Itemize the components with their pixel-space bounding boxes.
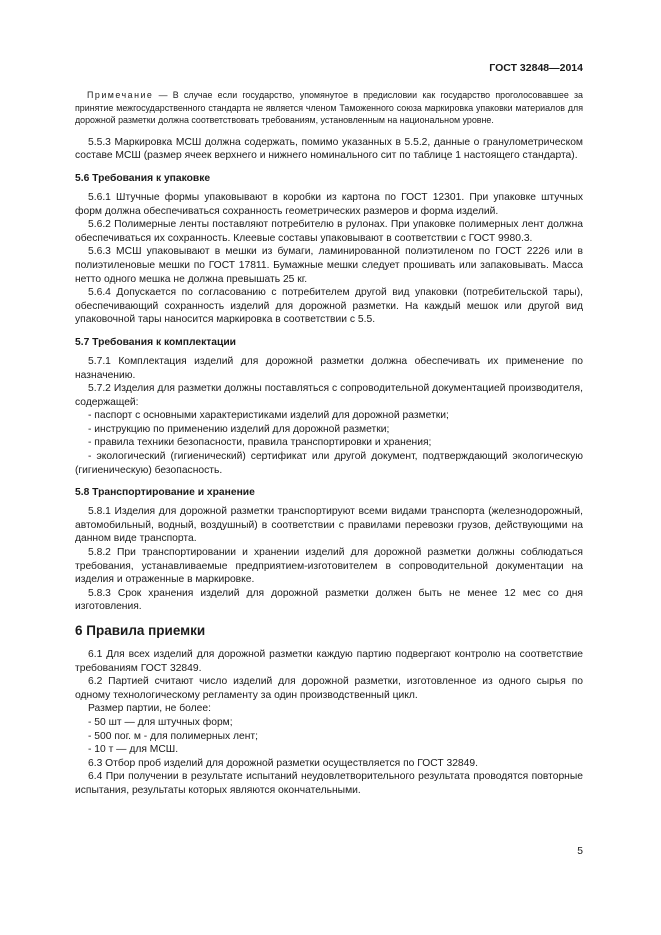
list-item: - 10 т — для МСШ. — [88, 744, 179, 756]
list-item: - правила техники безопасности, правила транспортировки и хранения; — [88, 437, 432, 449]
section-5-8-title: 5.8 Транспортирование и хранение — [75, 487, 255, 499]
note-label: Примечание — [87, 90, 154, 100]
clause-5-8-3: 5.8.3 Срок хранения изделий для дорожной разметки должен быть не менее 12 мес со дня изготовления. — [75, 587, 583, 613]
clause-6-3: 6.3 Отбор проб изделий для дорожной разметки осуществляется по ГОСТ 32849. — [88, 757, 478, 769]
clause-5-5-3: 5.5.3 Маркировка МСШ должна содержать, помимо указанных в 5.5.2, данные о гранулометрическом составе МСШ (размер ячеек верхнего и нижнего номинального сит по таблице 1 настоящего стандарта). — [75, 136, 583, 162]
clause-5-8-2: 5.8.2 При транспортировании и хранении изделий для дорожной разметки должны соблюдаться требования, устанавливаемые предприятием-изготовителем в сопроводительной документации на изделия и отраженные в маркировке. — [75, 547, 583, 586]
section-5-6-title: 5.6 Требования к упаковке — [75, 172, 211, 184]
list-item: - паспорт с основными характеристиками изделий для дорожной разметки; — [88, 410, 449, 422]
section-6-body — [75, 648, 583, 798]
note-text: — В случае если государство, упомянутое в предисловии как государство проголосовавшее за принятие межгосударственного стандарта не является членом Таможенного союза маркировка упаковки материалов для дорожной разметки должна соответствовать требованиям, установленным на национальном уровне. — [75, 90, 583, 126]
section-6-title: 6 Правила приемки — [75, 623, 206, 638]
list-item: - 50 шт — для штучных форм; — [88, 716, 233, 728]
section-5-7-body — [75, 355, 583, 477]
lot-size-label: Размер партии, не более: — [88, 703, 211, 715]
note-block — [75, 89, 583, 127]
clause-5-7-2: 5.7.2 Изделия для разметки должны поставляться с сопроводительной документацией производителя, содержащей: — [75, 383, 583, 408]
clause-5-6-1: 5.6.1 Штучные формы упаковывают в коробки из картона по ГОСТ 12301. При упаковке штучных форм должна обеспечиваться сохранность геометрических размеров и форма изделий. — [75, 191, 583, 217]
list-item: - 500 пог. м - для полимерных лент; — [88, 730, 258, 742]
note-paragraph — [75, 89, 583, 127]
list-item: - инструкцию по применению изделий для дорожной разметки; — [88, 423, 390, 435]
page-content — [75, 89, 583, 807]
clause-5-6-3: 5.6.3 МСШ упаковывают в мешки из бумаги, ламинированной полиэтиленом по ГОСТ 2226 или в полиэтиленовые мешки по ГОСТ 17811. Бумажные мешки следует прошивать или запаковывать. Масса нетто одного мешка не должна превышать 25 кг. — [75, 246, 583, 285]
list-item: - экологический (гигиенический) сертификат или другой документ, подтверждающий экологическую (гигиеническую) безопасность. — [75, 451, 583, 476]
clause-5-5-3-block — [75, 136, 583, 163]
section-5-8-body — [75, 505, 583, 614]
clause-5-6-4: 5.6.4 Допускается по согласованию с потребителем другой вид упаковки (потребительской тары), обеспечивающий сохранность изделий для дорожной разметки. На каждый мешок или другой вид упаковочной тары наносится маркировка в соответствии с 5.5. — [75, 287, 583, 326]
clause-6-1: 6.1 Для всех изделий для дорожной разметки каждую партию подвергают контролю на соответствие требованиям ГОСТ 32849. — [75, 649, 583, 674]
clause-6-4: 6.4 При получении в результате испытаний неудовлетворительного результата проводятся повторные испытания, результаты которых являются окончательными. — [75, 771, 583, 796]
clause-6-2: 6.2 Партией считают число изделий для дорожной разметки, изготовленное из одного сырья по одному технологическому регламенту за один производственный цикл. — [75, 676, 583, 701]
clause-5-8-1: 5.8.1 Изделия для дорожной разметки транспортируют всеми видами транспорта (железнодорожный, автомобильный, водный, воздушный) в соответствии с правилами перевозки грузов, действующими на данном виде транспорта. — [75, 506, 583, 545]
clause-5-6-2: 5.6.2 Полимерные ленты поставляют потребителю в рулонах. При упаковке полимерных лент должна обеспечиваться их сохранность. Клеевые составы упаковывают в соответствии с ГОСТ 9980.3. — [75, 219, 583, 244]
clause-5-7-1: 5.7.1 Комплектация изделий для дорожной разметки должна обеспечивать их применение по назначению. — [75, 355, 583, 381]
section-5-6-body — [75, 191, 583, 327]
section-5-7-title: 5.7 Требования к комплектации — [75, 336, 237, 348]
page-number: 5 — [577, 846, 583, 857]
document-id-header: ГОСТ 32848—2014 — [489, 62, 583, 74]
